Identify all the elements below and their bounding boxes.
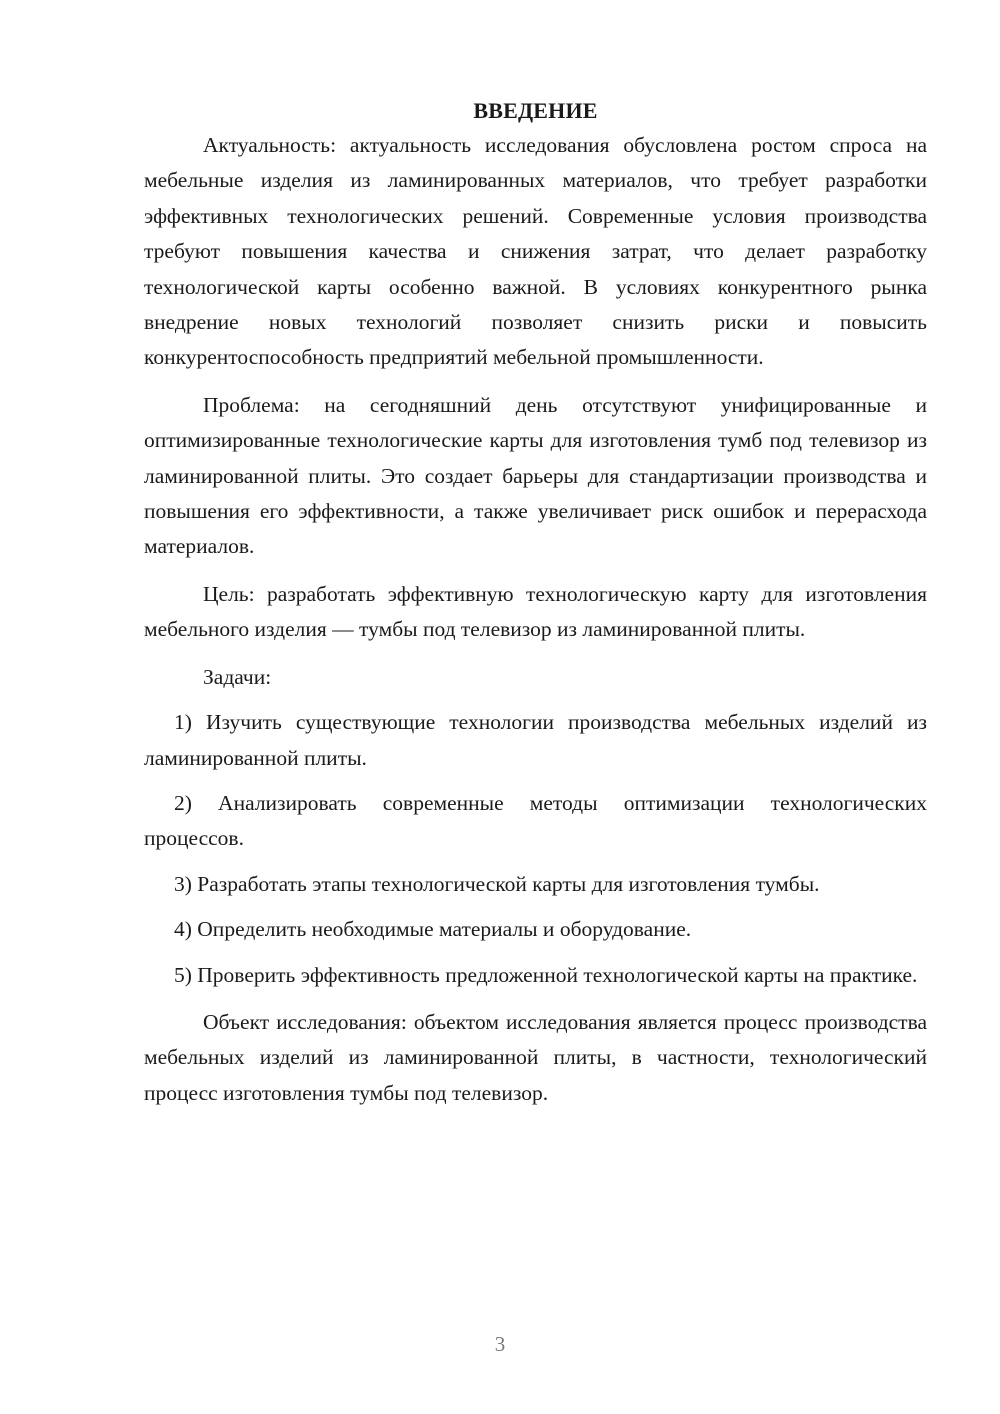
task-item: 1) Изучить существующие технологии производства мебельных изделий из ламинированной плиты.	[144, 710, 927, 770]
task-item: 2) Анализировать современные методы оптимизации технологических процессов.	[144, 790, 927, 851]
goal-paragraph: Цель: разработать эффективную технологическую карту для изготовления мебельного изделия — тумбы под телевизор из ламинированной плиты.	[144, 581, 927, 642]
relevance-paragraph: Актуальность: актуальность исследования обусловлена ростом спроса на мебельные изделия из ламинированных материалов, что требует разработки эффективных технологических решений. Современные условия производства требуют повышения качества и снижения затрат, что делает разработку технологической карты особенно важной. В условиях конкурентного рынка внедрение новых технологий позволяет снизить риски и повысить конкурентоспособность предприятий мебельной промышленности.	[144, 133, 927, 370]
tasks-label: Задачи:	[203, 664, 272, 689]
task-item: 4) Определить необходимые материалы и оборудование.	[174, 917, 692, 942]
task-item: 3) Разработать этапы технологической карты для изготовления тумбы.	[174, 871, 820, 896]
problem-paragraph: Проблема: на сегодняшний день отсутствуют унифицированные и оптимизированные технологические карты для изготовления тумб под телевизор из ламинированной плиты. Это создает барьеры для стандартизации производства и повышения его эффективности, а также увеличивает риск ошибок и перерасхода материалов.	[144, 392, 927, 559]
page-body	[144, 93, 927, 1111]
object-paragraph: Объект исследования: объектом исследования является процесс производства мебельных изделий из ламинированной плиты, в частности, технологический процесс изготовления тумбы под телевизор.	[144, 1009, 927, 1105]
section-heading: ВВЕДЕНИЕ	[473, 98, 598, 123]
task-list	[144, 705, 927, 993]
task-item: 5) Проверить эффективность предложенной технологической карты на практике.	[174, 962, 918, 987]
page-number: 3	[494, 1332, 506, 1356]
